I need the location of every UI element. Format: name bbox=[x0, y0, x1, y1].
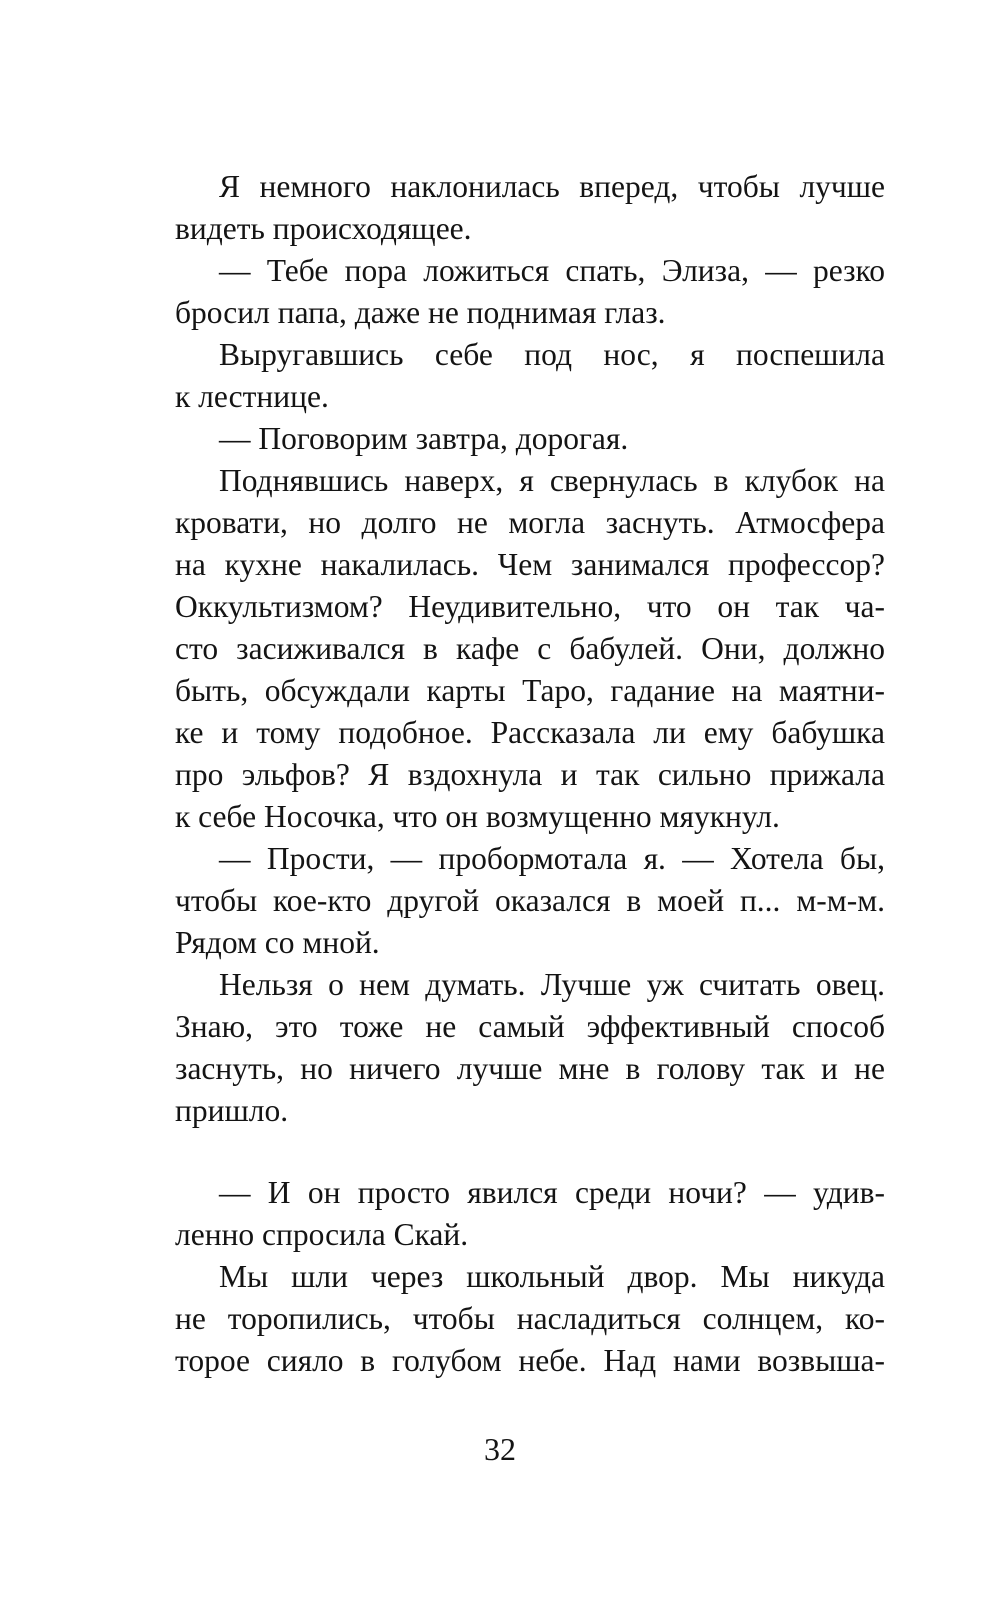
text-line: ке и тому подобное. Рассказала ли ему бабушка bbox=[175, 715, 885, 750]
text-line: Рядом со мной. bbox=[175, 925, 380, 960]
text-line: Оккультизмом? Неудивительно, что он так ча- bbox=[175, 589, 885, 624]
text-line: Я немного наклонилась вперед, чтобы лучше bbox=[219, 169, 885, 204]
text-line: пришло. bbox=[175, 1093, 289, 1128]
text-line: Выругавшись себе под нос, я поспешила bbox=[219, 337, 885, 372]
text-line: — Поговорим завтра, дорогая. bbox=[219, 421, 629, 456]
text-line: ленно спросила Скай. bbox=[175, 1217, 469, 1252]
text-line: чтобы кое-кто другой оказался в моей п... м-м-м. bbox=[175, 883, 885, 918]
text-line: — И он просто явился среди ночи? — удив- bbox=[219, 1175, 885, 1210]
text-line: про эльфов? Я вздохнула и так сильно прижала bbox=[175, 757, 885, 792]
text-line: не торопились, чтобы насладиться солнцем, ко- bbox=[175, 1301, 885, 1336]
text-line: торое сияло в голубом небе. Над нами возвыша- bbox=[175, 1343, 885, 1378]
text-line: — Прости, — пробормотала я. — Хотела бы, bbox=[219, 841, 885, 876]
text-line: заснуть, но ничего лучше мне в голову так и не bbox=[175, 1051, 885, 1086]
text-line: Знаю, это тоже не самый эффективный способ bbox=[175, 1009, 885, 1044]
text-line: Нельзя о нем думать. Лучше уж считать овец. bbox=[219, 967, 885, 1002]
text-line: Мы шли через школьный двор. Мы никуда bbox=[219, 1259, 885, 1294]
text-line: — Тебе пора ложиться спать, Элиза, — резко bbox=[219, 253, 885, 288]
text-line: на кухне накалилась. Чем занимался профессор? bbox=[175, 547, 885, 582]
text-line: к лестнице. bbox=[175, 379, 329, 414]
page-number: 32 bbox=[484, 1431, 516, 1467]
page-body-text bbox=[175, 166, 885, 1382]
text-line: быть, обсуждали карты Таро, гадание на маятни- bbox=[175, 673, 885, 708]
text-line: видеть происходящее. bbox=[175, 211, 472, 246]
text-line: кровати, но долго не могла заснуть. Атмосфера bbox=[175, 505, 885, 540]
text-line: бросил папа, даже не поднимая глаз. bbox=[175, 295, 666, 330]
text-line: Поднявшись наверх, я свернулась в клубок на bbox=[219, 463, 885, 498]
text-line: сто засиживался в кафе с бабулей. Они, должно bbox=[175, 631, 885, 666]
section-break bbox=[175, 1132, 885, 1172]
text-line: к себе Носочка, что он возмущенно мяукнул. bbox=[175, 799, 780, 834]
